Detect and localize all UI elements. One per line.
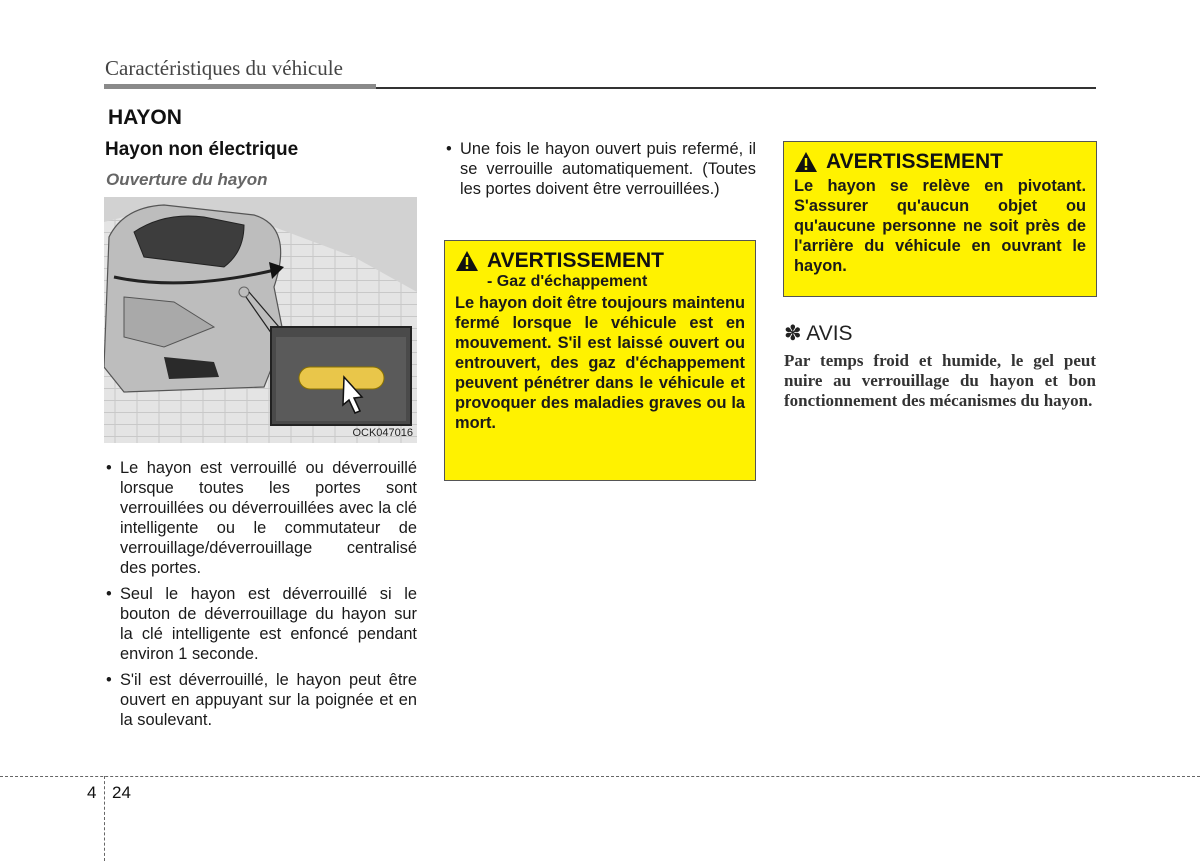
list-item: • S'il est déverrouillé, le hayon peut être ouvert en appuyant sur la poignée et en la soulevant. <box>104 670 417 730</box>
footer-divider <box>104 776 105 861</box>
bullet-list-middle <box>444 139 756 205</box>
tailgate-warning-box <box>783 141 1097 297</box>
bullet-list-left <box>104 458 417 736</box>
warning-subtitle: - Gaz d'échappement <box>487 273 648 290</box>
list-item: • Seul le hayon est déverrouillé si le bouton de déverrouillage du hayon sur la clé intelligente est enfoncé pendant environ 1 seconde. <box>104 584 417 664</box>
footer-rule <box>0 776 1200 777</box>
warning-title: AVERTISSEMENT <box>826 150 1003 173</box>
warning-heading <box>794 150 1086 174</box>
list-item: • Une fois le hayon ouvert puis refermé, il se verrouille automatiquement. (Toutes les portes doivent être verrouillées.) <box>444 139 756 199</box>
list-item: • Le hayon est verrouillé ou déverrouillé lorsque toutes les portes sont verrouillées ou déverrouillées avec la clé intelligente ou le commutateur de verrouillage/déverrouillage centralisé des portes. <box>104 458 417 578</box>
figure-code: OCK047016 <box>352 427 413 439</box>
handle-zoom-callout <box>271 327 411 425</box>
warning-heading <box>455 249 745 273</box>
warning-triangle-icon <box>455 250 479 272</box>
page-chapter-number: 4 <box>87 783 97 802</box>
subsubsection-title: Ouverture du hayon <box>106 170 268 189</box>
header-rule-accent <box>104 84 376 89</box>
header-rule <box>376 87 1096 89</box>
page-number: 24 <box>112 783 131 802</box>
warning-triangle-icon <box>794 151 818 173</box>
exhaust-warning-box <box>444 240 756 481</box>
chapter-header-title: Caractéristiques du véhicule <box>105 56 343 80</box>
notice-title: ✽ AVIS <box>784 322 853 345</box>
subsection-title: Hayon non électrique <box>105 139 299 160</box>
warning-title: AVERTISSEMENT <box>487 249 664 272</box>
car-rear-drawing <box>104 197 417 443</box>
notice-text: Par temps froid et humide, le gel peut nuire au verrouillage du hayon et bon fonctionnement des mécanismes du hayon. <box>784 351 1096 410</box>
warning-text: Le hayon se relève en pivotant. S'assurer qu'aucun objet ou qu'aucune personne ne soit près de l'arrière du véhicule en ouvrant le hayon. <box>794 177 1086 275</box>
warning-text: Le hayon doit être toujours maintenu fermé lorsque le véhicule est en mouvement. S'il est laissé ouvert ou entrouvert, des gaz d'échappement peuvent pénétrer dans le véhicule et provoquer des maladies graves ou la mort. <box>455 294 745 432</box>
section-title: HAYON <box>108 106 182 129</box>
car-rear-illustration <box>104 197 417 443</box>
